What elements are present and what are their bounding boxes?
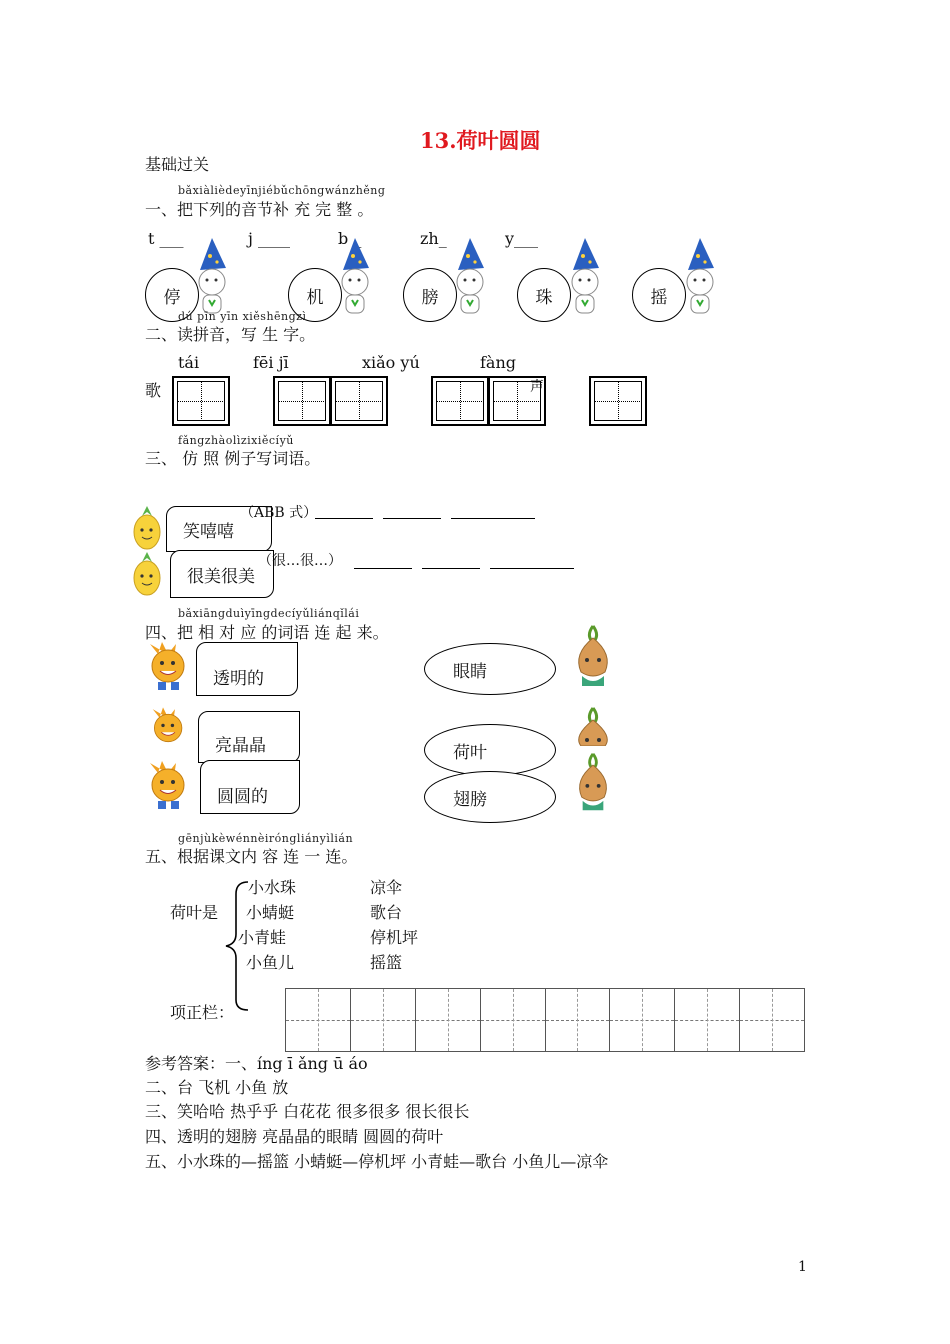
q3-example-1: 笑嘻嘻 — [166, 506, 272, 552]
orange-mascot-icon — [140, 704, 198, 752]
q2-suffix-char: 声 — [530, 379, 544, 395]
q3-example-2: 很美很美 — [170, 550, 274, 598]
q3-answer-lines-1 — [315, 504, 535, 523]
q1-blank-5[interactable]: y___ — [505, 229, 539, 248]
section-label: 基础过关 — [145, 155, 210, 174]
q4-right-item[interactable]: 荷叶 — [424, 724, 556, 776]
q1-heading: 一、把下列的音节补 充 完 整 。 — [145, 200, 374, 219]
practice-label: 项正栏： — [170, 1003, 235, 1022]
pineapple-mascot-icon — [128, 504, 166, 552]
q1-blank-2[interactable]: j ____ — [248, 229, 291, 248]
q2-pinyin-1: tái — [178, 353, 200, 372]
q5-left-item[interactable]: 小青蛙 — [238, 928, 287, 947]
pineapple-mascot-icon — [128, 550, 166, 600]
q1-pinyin: bǎxiàlièdeyīnjiébǔchōngwánzhěng — [178, 184, 386, 197]
q5-left-item[interactable]: 小蜻蜓 — [246, 903, 295, 922]
wizard-mascot-icon — [565, 238, 605, 320]
q2-prefix-char: 歌 — [145, 381, 162, 400]
wizard-mascot-icon — [192, 238, 232, 320]
tian-grid-box[interactable] — [172, 376, 230, 426]
q4-left-item[interactable]: 圆圆的 — [200, 760, 300, 814]
q5-right-item[interactable]: 摇篮 — [370, 953, 403, 972]
tian-grid-box[interactable] — [431, 376, 489, 426]
tian-grid-box[interactable] — [273, 376, 331, 426]
wizard-mascot-icon — [680, 238, 720, 320]
q2-pinyin-3: xiǎo yú — [362, 353, 420, 372]
answer-line-5: 五、小水珠的—摇篮 小蜻蜓—停机坪 小青蛙—歌台 小鱼儿—凉伞 — [145, 1152, 609, 1171]
q3-hint-1: （ABB 式） — [240, 505, 318, 521]
wizard-mascot-icon — [335, 238, 375, 320]
q2-pinyin-head: dú pīn yīn xiěshēngzì — [178, 310, 307, 323]
q2-heading: 二、读拼音，写 生 字。 — [145, 325, 316, 344]
q2-pinyin-4: fàng — [480, 353, 517, 372]
answer-line-4: 四、透明的翅膀 亮晶晶的眼睛 圆圆的荷叶 — [145, 1127, 444, 1146]
q5-right-item[interactable]: 停机坪 — [370, 928, 419, 947]
page-number: 1 — [798, 1259, 807, 1275]
tian-grid-box[interactable] — [589, 376, 647, 426]
q5-pinyin: gēnjùkèwénnèiróngliányìlián — [178, 832, 354, 845]
answer-line-3: 三、笑哈哈 热乎乎 白花花 很多很多 很长很长 — [145, 1102, 470, 1121]
tian-grid-box[interactable] — [330, 376, 388, 426]
q5-left-item[interactable]: 小水珠 — [248, 878, 297, 897]
onion-mascot-icon — [570, 706, 616, 746]
orange-mascot-icon — [140, 756, 198, 814]
q4-right-item[interactable]: 翅膀 — [424, 771, 556, 823]
q5-lead: 荷叶是 — [170, 903, 219, 922]
q1-blank-3[interactable]: b _ — [338, 229, 362, 248]
q5-right-item[interactable]: 歌台 — [370, 903, 403, 922]
q3-answer-lines-2 — [354, 554, 574, 573]
onion-mascot-icon — [570, 624, 616, 690]
q4-right-item[interactable]: 眼睛 — [424, 643, 556, 695]
q1-char-circle: 珠 — [517, 268, 571, 322]
q3-hint-2: （很…很…） — [258, 553, 342, 569]
q1-blank-1[interactable]: t ___ — [148, 229, 184, 248]
q2-pinyin-2: fēi jī — [253, 353, 289, 372]
q1-char-circle: 膀 — [403, 268, 457, 322]
wizard-mascot-icon — [450, 238, 490, 320]
answer-line-1: 参考答案：一、íng ī ǎng ū áo — [145, 1054, 368, 1073]
q1-char-circle: 停 — [145, 268, 199, 322]
page-title: 13.荷叶圆圆 — [420, 128, 541, 153]
q4-pinyin: bǎxiāngduìyīngdecíyǔliánqǐlái — [178, 607, 360, 620]
q5-heading: 五、根据课文内 容 连 一 连。 — [145, 847, 358, 866]
q4-heading: 四、把 相 对 应 的词语 连 起 来。 — [145, 623, 389, 642]
q1-blank-4[interactable]: zh_ — [420, 229, 447, 248]
orange-mascot-icon — [140, 638, 198, 694]
onion-mascot-icon — [570, 752, 616, 814]
q4-left-item[interactable]: 亮晶晶 — [198, 711, 300, 763]
q4-left-item[interactable]: 透明的 — [196, 642, 298, 696]
q3-heading: 三、 仿 照 例子写词语。 — [145, 449, 321, 468]
q1-char-circle: 机 — [288, 268, 342, 322]
q5-left-item[interactable]: 小鱼儿 — [246, 953, 295, 972]
q1-char-circle: 摇 — [632, 268, 686, 322]
q5-right-item[interactable]: 凉伞 — [370, 878, 403, 897]
q3-pinyin: fǎngzhàolìzixiěcíyǔ — [178, 434, 294, 447]
practice-writing-grid[interactable] — [285, 988, 805, 1052]
answer-line-2: 二、台 飞机 小鱼 放 — [145, 1078, 289, 1097]
